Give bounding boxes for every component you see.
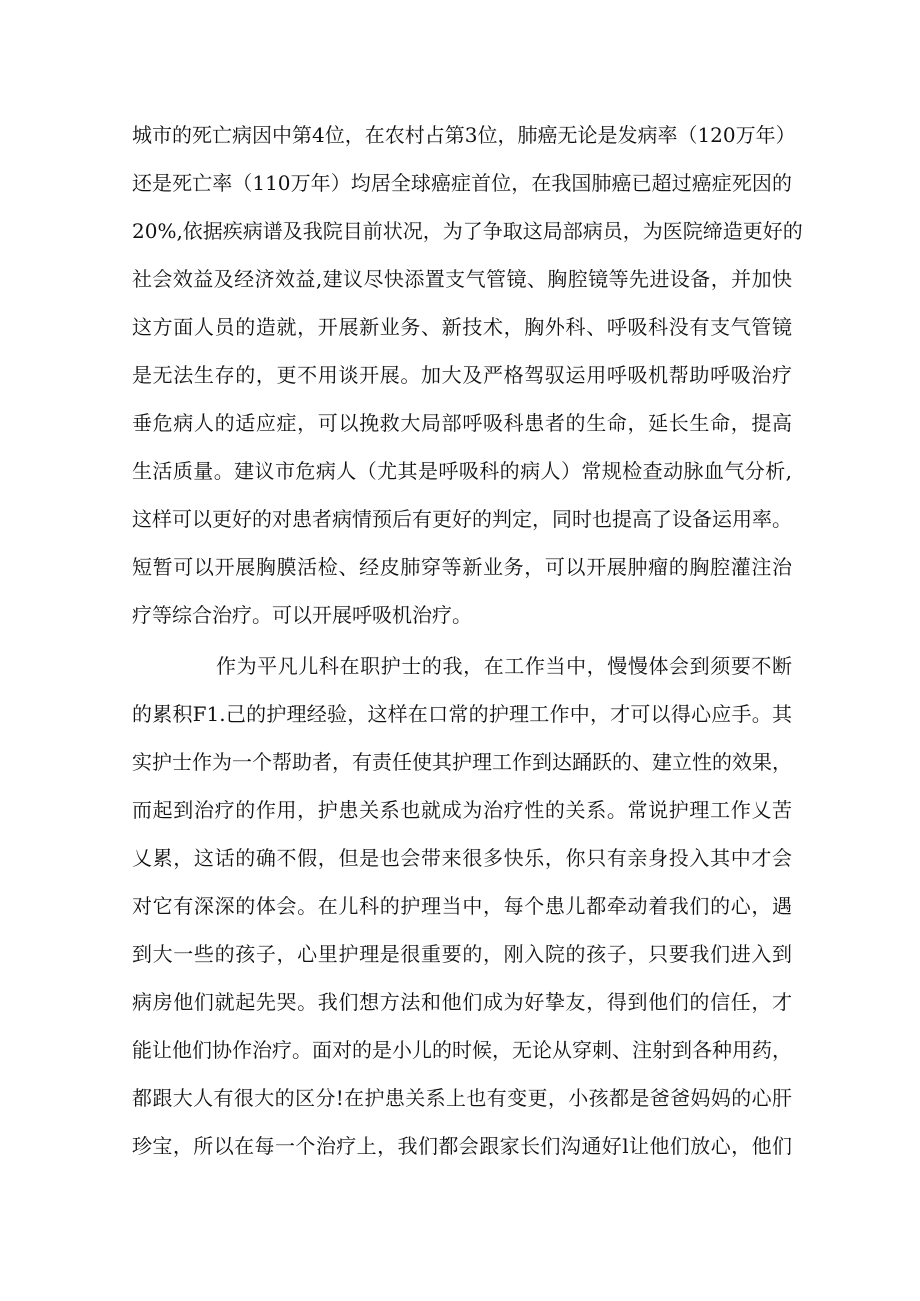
text-line: 城市的死亡病因中第4位，在农村占第3位，肺癌无论是发病率（120万年） [132,123,796,147]
text-line: 实护士作为一个帮助者，有责任使其护理工作到达踊跃的、建立性的效果， [132,750,792,774]
text-line: 珍宝，所以在每一个治疗上，我们都会跟家长们沟通好l让他们放心，他们 [132,1134,792,1158]
text-line: 生活质量。建议市危病人（尤其是呼吸科的病人）常规检查动脉血气分析, [132,459,792,483]
text-line: 这样可以更好的对患者病情预后有更好的判定，同时也提高了设备运用率。 [132,507,792,531]
text-line: 病房他们就起先哭。我们想方法和他们成为好挚友，得到他们的信任，才 [132,990,792,1014]
text-line: 对它有深深的体会。在儿科的护理当中，每个患儿都牵动着我们的心，遇 [132,894,792,918]
text-line: 20%,依据疾病谱及我院目前状况，为了争取这局部病员，为医院缔造更好的 [132,219,803,243]
text-line: 这方面人员的造就，开展新业务、新技术，胸外科、呼吸科没有支气管镜 [132,315,792,339]
text-line: 垂危病人的适应症，可以挽救大局部呼吸科患者的生命，延长生命，提高 [132,411,792,435]
text-line: 到大一些的孩子，心里护理是很重要的，刚入院的孩子，只要我们进入到 [132,942,792,966]
text-line: 而起到治疗的作用，护患关系也就成为治疗性的关系。常说护理工作乂苦 [132,798,792,822]
text-line: 作为平凡儿科在职护士的我，在工作当中，慢慢体会到须要不断 [216,654,792,678]
paragraph-pediatric-nursing [132,642,792,1170]
text-line: 能让他们协作治疗。面对的是小儿的时候，无论从穿刺、注射到各种用药， [132,1038,792,1062]
text-line: 短暂可以开展胸膜活检、经皮肺穿等新业务，可以开展肿瘤的胸腔灌注治 [132,555,792,579]
text-line: 是无法生存的，更不用谈开展。加大及严格驾驭运用呼吸机帮助呼吸治疗 [132,363,792,387]
text-line: 疗等综合治疗。可以开展呼吸机治疗。 [132,603,472,627]
paragraph-lung-cancer [132,111,803,639]
text-line: 乂累，这话的确不假，但是也会带来很多快乐，你只有亲身投入其中才会 [132,846,792,870]
text-line: 还是死亡率（110万年）均居全球癌症首位，在我国肺癌已超过癌症死因的 [132,171,792,195]
text-line: 都跟大人有很大的区分!在护患关系上也有变更，小孩都是爸爸妈妈的心肝 [132,1086,792,1110]
text-line: 的累积F1.己的护理经验，这样在口常的护理工作中，才可以得心应手。其 [132,702,792,726]
text-line: 社会效益及经济效益,建议尽快添置支气管镜、胸腔镜等先进设备，并加快 [132,267,792,291]
